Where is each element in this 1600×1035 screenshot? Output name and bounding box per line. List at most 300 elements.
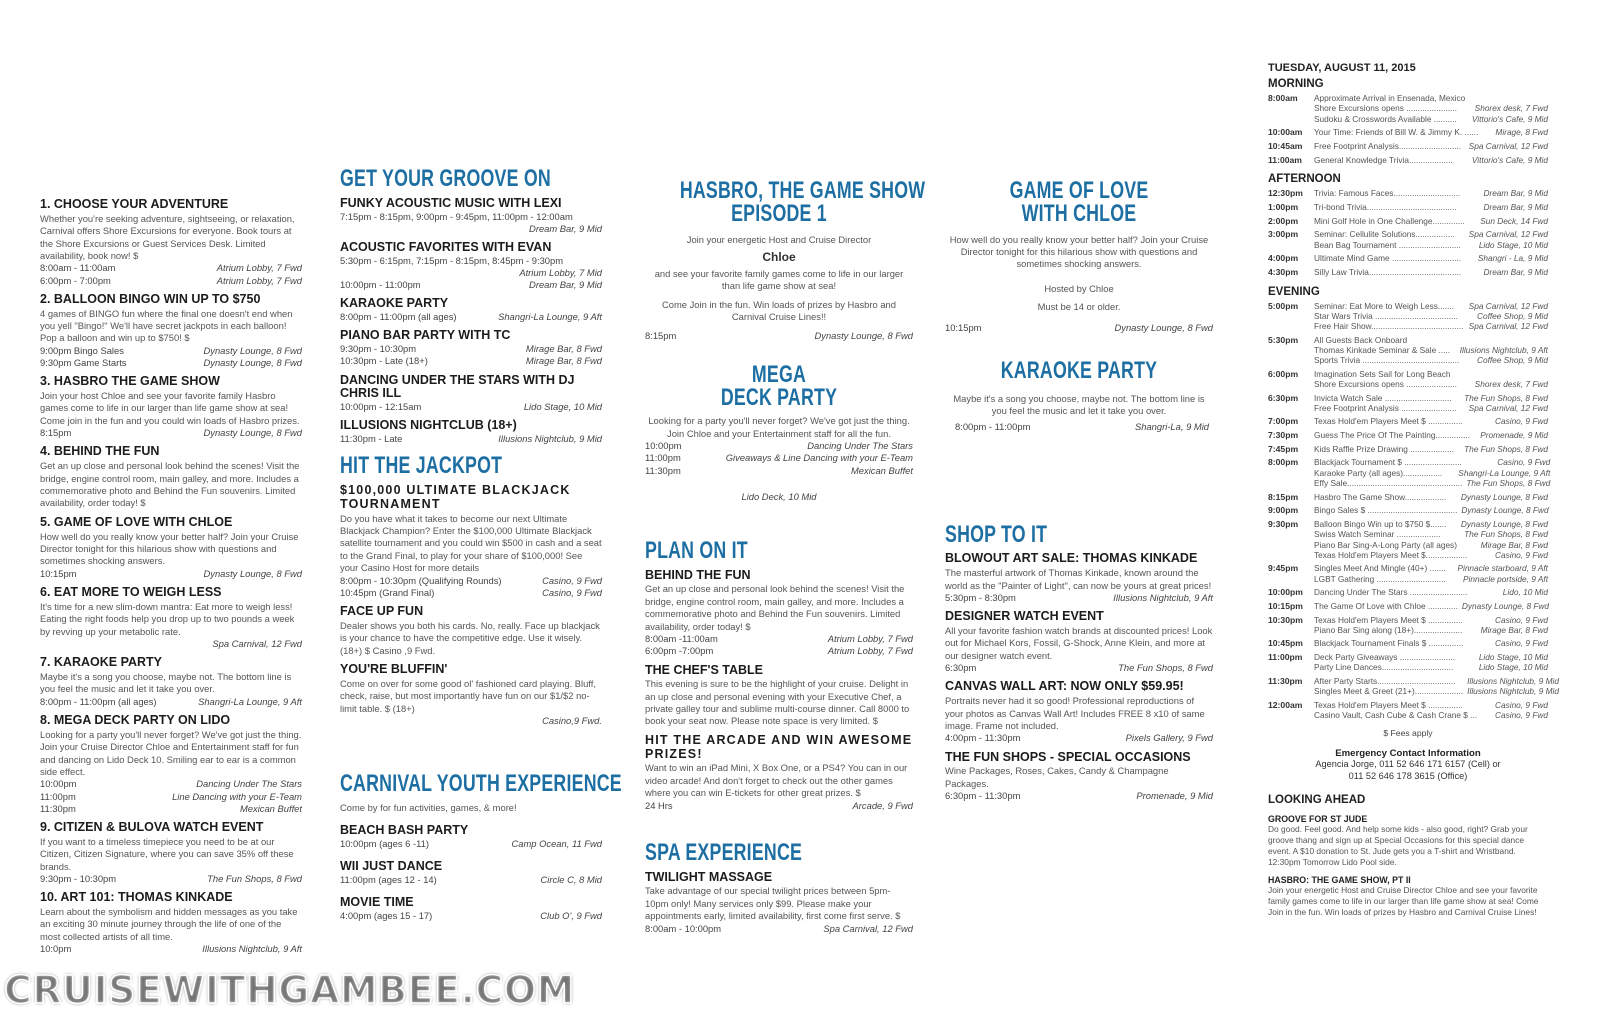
activity-name: After Party Starts.................................. bbox=[1314, 675, 1456, 686]
event-description: Wine Packages, Roses, Cakes, Candy & Champagne Packages. bbox=[945, 765, 1169, 789]
event-location: Spa Carnival, 12 Fwd bbox=[212, 637, 302, 649]
schedule-activity bbox=[1314, 700, 1548, 710]
column-love-karaoke-shop bbox=[945, 177, 1213, 802]
activity-name: Seminar: Eat More to Weigh Less....... bbox=[1314, 300, 1455, 311]
event-time: 11:00pm bbox=[40, 790, 76, 802]
event-item bbox=[340, 860, 602, 886]
event-location: Dream Bar, 9 Mid bbox=[529, 222, 602, 234]
event-title: BLOWOUT ART SALE: THOMAS KINKADE bbox=[945, 551, 1198, 566]
event-time: 8:00pm - 11:00pm (all ages) bbox=[40, 695, 157, 707]
activity-name: Texas Hold'em Players Meet $.................. bbox=[1314, 550, 1468, 561]
event-item bbox=[645, 664, 913, 728]
activity-location bbox=[1544, 369, 1548, 379]
schedule-activities bbox=[1314, 638, 1548, 649]
activity-name: Your Time: Friends of Bill W. & Jimmy K. ...... bbox=[1314, 127, 1479, 138]
schedule-activities bbox=[1314, 587, 1548, 598]
activity-name: Balloon Bingo Win up to $750 $....... bbox=[1314, 519, 1447, 530]
event-time: 8:00am - 10:00pm bbox=[645, 922, 722, 934]
activity-name: Trivia: Famous Faces............................. bbox=[1314, 188, 1461, 199]
event-time: 10:00pm bbox=[40, 778, 77, 790]
time-location-row bbox=[340, 587, 602, 599]
time-location-row bbox=[40, 262, 302, 274]
schedule-entry bbox=[1268, 393, 1548, 414]
schedule-activity bbox=[1314, 103, 1548, 113]
event-location: Dynasty Lounge, 8 Fwd bbox=[203, 357, 302, 368]
event-title: BEHIND THE FUN bbox=[645, 567, 751, 582]
event-time: 11:30pm bbox=[40, 802, 76, 814]
schedule-activities bbox=[1314, 369, 1548, 390]
activity-location bbox=[1544, 93, 1548, 103]
event-item bbox=[40, 821, 302, 885]
hasbro-description-2: Come Join in the fun. Win loads of prizes by Hasbro and Carnival Cruise Lines!! bbox=[662, 298, 896, 323]
activity-name: Star Wars Trivia .................................... bbox=[1314, 311, 1458, 322]
schedule-entry bbox=[1268, 505, 1548, 516]
schedule-activity bbox=[1314, 345, 1548, 355]
schedule-activity bbox=[1314, 188, 1548, 198]
activity-location: Coffee Shop, 9 Mid bbox=[1476, 311, 1548, 322]
event-location: Lido Stage, 10 Mid bbox=[523, 401, 602, 413]
schedule-activities bbox=[1314, 416, 1548, 427]
schedule-activity bbox=[1314, 240, 1548, 250]
activity-name: Piano Bar Sing along (18+)..................... bbox=[1314, 625, 1463, 635]
mega-description: Looking for a party you'll never forget? We've got just the thing. Join Chloe and your Entertainment staff for all the fun. bbox=[648, 415, 910, 439]
time-location-row bbox=[645, 452, 913, 464]
activity-location: Sun Deck, 14 Fwd bbox=[1480, 215, 1548, 226]
event-time: 5:30pm - 8:30pm bbox=[945, 592, 1016, 604]
schedule-activity bbox=[1314, 321, 1548, 331]
activity-name: Seminar: Cellulite Solutions................. bbox=[1314, 229, 1455, 240]
event-location: Dancing Under The Stars bbox=[196, 778, 302, 790]
schedule-time: 11:00pm bbox=[1268, 652, 1303, 663]
activity-location: Shorex desk, 7 Fwd bbox=[1474, 103, 1548, 114]
schedule-entry bbox=[1268, 267, 1548, 278]
schedule-time: 3:00pm bbox=[1268, 229, 1299, 240]
event-time: 24 Hrs bbox=[645, 799, 673, 811]
activity-name: Silly Law Trivia........................................ bbox=[1314, 266, 1462, 277]
schedule-activity bbox=[1314, 540, 1548, 550]
event-item bbox=[340, 896, 602, 922]
event-location: Shangri-La Lounge, 9 Aft bbox=[498, 311, 602, 323]
event-description: Whether you're seeking adventure, sightseeing, or relaxation, Carnival offers Shore Excursions for everyone. Book tours at the Shore Excursions or Guest Services Desk. Limited availability, book now! $ bbox=[40, 212, 295, 261]
activity-name: Hasbro The Game Show.................. bbox=[1314, 491, 1447, 502]
activity-name: Singles Meet & Greet (21+)..................... bbox=[1314, 686, 1464, 697]
event-location: Mirage Bar, 8 Fwd bbox=[525, 343, 602, 355]
event-item bbox=[340, 605, 602, 657]
activity-location: Casino, 9 Fwd bbox=[1494, 614, 1548, 625]
event-title: THE FUN SHOPS - SPECIAL OCCASIONS bbox=[945, 749, 1191, 764]
schedule-time: 4:00pm bbox=[1268, 253, 1299, 264]
schedule-activities bbox=[1314, 700, 1548, 721]
event-location: Atrium Lobby, 7 Mid bbox=[519, 266, 602, 278]
schedule-activity bbox=[1314, 355, 1548, 365]
activity-location: Lido, 10 Mid bbox=[1502, 587, 1548, 598]
schedule-entry bbox=[1268, 587, 1548, 598]
event-time: 11:30pm bbox=[645, 464, 681, 476]
activity-location: Dream Bar, 9 Mid bbox=[1483, 188, 1548, 199]
schedule-time: 12:30pm bbox=[1268, 188, 1303, 199]
event-description: Take advantage of our special twilight prices between 5pm-10pm only! Many services only $99. Please make your appointments early, limited availability, first come first serve. $ bbox=[645, 885, 901, 922]
schedule-activity bbox=[1314, 492, 1548, 502]
ahead-description: Join your energetic Host and Cruise Director Chloe and see your favorite family games come to life in our larger than life game show at sea! Come Join in the fun. Win loads of prizes by Hasbro and Carnival Cruise Lines! bbox=[1268, 885, 1539, 917]
event-time: 10:00pm (ages 6 -11) bbox=[340, 838, 429, 850]
activity-name: Sudoku & Crosswords Available .......... bbox=[1314, 113, 1457, 124]
schedule-activities bbox=[1314, 492, 1548, 503]
time-location-row bbox=[645, 440, 913, 452]
activity-name: Approximate Arrival in Ensenada, Mexico bbox=[1314, 93, 1466, 103]
ahead-title: HASBRO: THE GAME SHOW, PT II bbox=[1268, 875, 1411, 886]
activity-name: All Guests Back Onboard bbox=[1314, 334, 1408, 345]
event-title: 9. CITIZEN & BULOVA WATCH EVENT bbox=[40, 819, 264, 834]
heading-episode-1: EPISODE 1 bbox=[731, 199, 827, 227]
activity-name: Tri-bond Trivia....................................... bbox=[1314, 202, 1457, 213]
event-time: 10:15pm bbox=[945, 321, 982, 333]
event-location: Illusions Nightclub, 9 Aft bbox=[202, 943, 302, 955]
schedule-time: 10:45pm bbox=[1268, 638, 1303, 649]
time-location-row bbox=[645, 330, 913, 342]
time-location-row bbox=[40, 873, 302, 885]
schedule-activities bbox=[1314, 519, 1548, 560]
heading-get-your-groove-on: GET YOUR GROOVE ON bbox=[340, 165, 551, 192]
ahead-description: Do good. Feel good. And help some kids - also good, right? Grab your groove thang and sign up at Special Occasions for this special dance event. A $10 donation to St. Jude gets you a T-shirt and Wristband. 12:30pm Tomorrow Lido Pool side. bbox=[1268, 824, 1528, 867]
activity-location: Mirage Bar, 8 Fwd bbox=[1480, 625, 1548, 635]
schedule-entry bbox=[1268, 127, 1548, 138]
schedule-entry bbox=[1268, 93, 1548, 124]
schedule-activities bbox=[1314, 253, 1548, 264]
activity-location: Dream Bar, 9 Mid bbox=[1483, 266, 1548, 277]
schedule-time: 9:00pm bbox=[1268, 505, 1299, 516]
event-location: Dynasty Lounge, 8 Fwd bbox=[203, 427, 302, 439]
schedule-activities bbox=[1314, 141, 1548, 152]
schedule-activities bbox=[1314, 127, 1548, 138]
event-location: Atrium Lobby, 7 Fwd bbox=[827, 645, 913, 657]
event-location: Arcade, 9 Fwd bbox=[852, 799, 913, 811]
event-location: Mexican Buffet bbox=[850, 464, 913, 476]
event-item bbox=[40, 891, 302, 955]
activity-location: Dynasty Lounge, 8 Fwd bbox=[1461, 600, 1550, 611]
schedule-activities bbox=[1314, 601, 1549, 612]
time-location-row bbox=[645, 633, 913, 645]
activity-name: Kids Raffle Prize Drawing ................... bbox=[1314, 443, 1455, 454]
event-time: 4:00pm - 11:30pm bbox=[945, 732, 1021, 744]
activity-name: Free Hair Show........................................ bbox=[1314, 321, 1464, 332]
event-time: 8:15pm bbox=[645, 329, 677, 341]
event-location: Atrium Lobby, 7 Fwd bbox=[827, 633, 913, 645]
event-location: Atrium Lobby, 7 Fwd bbox=[216, 274, 302, 286]
schedule-activity bbox=[1314, 686, 1559, 696]
event-location: Camp Ocean, 11 Fwd bbox=[511, 838, 602, 850]
schedule-entry bbox=[1268, 229, 1548, 250]
event-location: Dynasty Lounge, 8 Fwd bbox=[203, 567, 302, 579]
activity-name: Guess The Price Of The Painting............... bbox=[1314, 430, 1471, 440]
time-location-row bbox=[340, 343, 602, 355]
schedule-activity bbox=[1314, 430, 1548, 440]
event-title: HIT THE ARCADE AND WIN AWESOME PRIZES! bbox=[645, 732, 913, 761]
activity-name: Casino Vault, Cash Cube & Cash Crane $ ... bbox=[1314, 709, 1478, 720]
event-item bbox=[40, 293, 302, 369]
activity-name: Texas Hold'em Players Meet $ ............... bbox=[1314, 614, 1463, 625]
schedule-entry bbox=[1268, 492, 1548, 503]
event-title: 2. BALLOON BINGO WIN UP TO $750 bbox=[40, 291, 261, 306]
schedule-time: 9:45pm bbox=[1268, 563, 1299, 574]
schedule-activities bbox=[1314, 676, 1559, 697]
heading-mega: MEGA bbox=[751, 360, 807, 388]
fees-note: $ Fees apply bbox=[1383, 728, 1433, 739]
event-item bbox=[945, 680, 1213, 744]
event-title: 10. ART 101: THOMAS KINKADE bbox=[40, 890, 233, 905]
event-times: 7:15pm - 8:15pm, 9:00pm - 9:45pm, 11:00pm - 12:00am bbox=[340, 210, 573, 222]
column-daily-schedule bbox=[1268, 62, 1559, 918]
heading-carnival-youth-experience: CARNIVAL YOUTH EXPERIENCE bbox=[340, 770, 622, 798]
activity-location: Coffee Shop, 9 Mid bbox=[1476, 355, 1548, 366]
schedule-entry bbox=[1268, 601, 1548, 612]
schedule-entry bbox=[1268, 652, 1548, 673]
activity-name: Blackjack Tournament Finals $ ............... bbox=[1314, 638, 1464, 649]
activity-name: Party Line Dances............................... bbox=[1314, 662, 1454, 673]
schedule-activities bbox=[1314, 457, 1550, 488]
schedule-activity bbox=[1314, 505, 1549, 515]
activity-name: Singles Meet And Mingle (40+) ....... bbox=[1314, 563, 1446, 574]
emergency-line: Agencia Jorge, 011 52 646 171 6157 (Cell) or bbox=[1315, 759, 1501, 770]
event-location: Illusions Nightclub, 9 Aft bbox=[1113, 592, 1213, 604]
schedule-entry bbox=[1268, 188, 1548, 199]
schedule-activities bbox=[1314, 335, 1548, 366]
schedule-entry bbox=[1268, 416, 1548, 427]
schedule-time: 5:00pm bbox=[1268, 300, 1299, 311]
event-time: 6:30pm - 11:30pm bbox=[945, 790, 1021, 802]
event-item bbox=[340, 419, 602, 445]
schedule-activity bbox=[1314, 267, 1548, 277]
schedule-activity bbox=[1314, 444, 1548, 454]
activity-name: Shore Excursions opens ...................... bbox=[1314, 103, 1457, 114]
activity-name: Shore Excursions opens ...................... bbox=[1314, 379, 1457, 390]
schedule-activities bbox=[1314, 188, 1548, 199]
event-time: 10:45pm (Grand Final) bbox=[340, 586, 435, 598]
activity-location: Spa Carnival, 12 Fwd bbox=[1468, 140, 1548, 151]
event-item bbox=[645, 734, 913, 812]
heading-karaoke-party: KARAOKE PARTY bbox=[1000, 356, 1158, 384]
event-description: 4 games of BINGO fun where the final one doesn't end when you yell "Bingo!" We'll have secret jackpots in each balloon! Pop a balloon and win up to $750! $ bbox=[40, 307, 293, 344]
time-location-row bbox=[945, 421, 1213, 433]
event-title: ACOUSTIC FAVORITES WITH EVAN bbox=[340, 239, 552, 254]
schedule-entry bbox=[1268, 675, 1559, 697]
heading-shop-to-it: SHOP TO IT bbox=[945, 520, 1048, 548]
heading-plan-on-it: PLAN ON IT bbox=[645, 536, 748, 564]
event-title: THE CHEF'S TABLE bbox=[645, 662, 764, 677]
activity-name: General Knowledge Trivia................... bbox=[1314, 154, 1453, 165]
event-item bbox=[340, 663, 602, 727]
event-title: FUNKY ACOUSTIC MUSIC WITH LEXI bbox=[340, 195, 562, 210]
event-title: FACE UP FUN bbox=[340, 604, 424, 618]
time-location-row bbox=[40, 275, 302, 287]
heading-game-of-love: GAME OF LOVE bbox=[1009, 177, 1149, 204]
event-time: 8:00pm - 11:00pm bbox=[955, 421, 1031, 433]
schedule-section-title: EVENING bbox=[1268, 285, 1320, 298]
schedule-time: 1:00pm bbox=[1268, 202, 1299, 213]
activity-location: Shangri - La, 9 Mid bbox=[1477, 253, 1548, 264]
event-time: 10:30pm - Late (18+) bbox=[340, 355, 428, 367]
event-title: PIANO BAR PARTY WITH TC bbox=[340, 328, 511, 343]
event-time: 11:00pm bbox=[645, 452, 681, 464]
activity-name: Sports Trivia .......................................... bbox=[1314, 355, 1460, 366]
event-item bbox=[645, 871, 913, 935]
schedule-activities bbox=[1314, 216, 1548, 227]
time-location-row bbox=[40, 778, 302, 790]
event-description: If you want to a timeless timepiece you need to be at our Citizen, Citizen Signature, where you can save 35% off these brands. bbox=[40, 835, 294, 872]
event-title: KARAOKE PARTY bbox=[340, 296, 449, 311]
activity-name: Karaoke Party (all ages)................. bbox=[1314, 467, 1443, 478]
schedule-time: 8:00am bbox=[1268, 93, 1298, 103]
activity-location: The Fun Shops, 8 Fwd bbox=[1464, 443, 1548, 454]
event-location: Casino, 9 Fwd bbox=[542, 586, 602, 598]
event-item bbox=[645, 569, 913, 658]
event-time: 6:00pm - 7:00pm bbox=[40, 274, 111, 286]
schedule-time: 6:30pm bbox=[1268, 392, 1299, 403]
event-location: Dream Bar, 9 Mid bbox=[529, 279, 602, 291]
event-description: Come on over for some good ol' fashioned card playing. Bluff, check, raise, but most importantly have fun on our $1/$2 no-limit table. $ (18+) bbox=[340, 677, 596, 714]
activity-location: Dynasty Lounge, 8 Fwd bbox=[1460, 519, 1548, 530]
schedule-time: 10:45am bbox=[1268, 140, 1303, 151]
schedule-entry bbox=[1268, 155, 1548, 166]
schedule-activity bbox=[1314, 253, 1548, 263]
schedule-activity bbox=[1314, 141, 1548, 151]
event-item bbox=[945, 552, 1213, 604]
event-location: Dancing Under The Stars bbox=[807, 440, 913, 452]
schedule-activities bbox=[1314, 229, 1548, 250]
event-item bbox=[340, 297, 602, 323]
event-item bbox=[40, 198, 302, 287]
event-time: 11:00pm (ages 12 - 14) bbox=[340, 874, 437, 886]
time-location-row bbox=[340, 401, 602, 413]
schedule-activity bbox=[1314, 155, 1548, 165]
activity-location: Promenade, 9 Mid bbox=[1480, 430, 1548, 440]
event-title: 4. BEHIND THE FUN bbox=[40, 444, 160, 459]
event-location: The Fun Shops, 8 Fwd bbox=[1118, 662, 1213, 674]
schedule-activity bbox=[1314, 710, 1548, 720]
schedule-activity bbox=[1314, 335, 1548, 345]
activity-name: Bean Bag Tournament ........................... bbox=[1314, 239, 1461, 250]
schedule-activity bbox=[1314, 127, 1548, 137]
event-item bbox=[945, 751, 1213, 803]
time-location-row bbox=[340, 874, 602, 886]
activity-name: Deck Party Giveaways ........................ bbox=[1314, 652, 1456, 663]
schedule-activity bbox=[1314, 652, 1548, 662]
schedule-entry bbox=[1268, 216, 1548, 227]
event-location: Illusions Nightclub, 9 Mid bbox=[498, 433, 602, 445]
time-location-row bbox=[40, 357, 302, 369]
schedule-entry bbox=[1268, 335, 1548, 366]
schedule-activity bbox=[1314, 625, 1548, 635]
schedule-activities bbox=[1314, 444, 1548, 455]
schedule-entry bbox=[1268, 444, 1548, 455]
event-description: Do you have what it takes to become our next Ultimate Blackjack Champion? Enter the $100,000 Ultimate Blackjack satellite tournament and you could win $500 in cash and a seat to the Grand Final, to play for your share of $100,000! See your Casino Host for more details bbox=[340, 512, 602, 574]
activity-location: Spa Carnival, 12 Fwd bbox=[1468, 300, 1548, 311]
schedule-date: TUESDAY, AUGUST 11, 2015 bbox=[1268, 62, 1416, 74]
activity-name: Free Footprint Analysis ........................ bbox=[1314, 402, 1457, 413]
event-description: How well do you really know your better half? Join your Cruise Director tonight for this hilarious show with questions and sometimes shocking answers. bbox=[40, 530, 299, 567]
schedule-section-title: AFTERNOON bbox=[1268, 173, 1341, 186]
time-location-row bbox=[340, 575, 602, 587]
schedule-entry bbox=[1268, 457, 1551, 489]
event-time: 9:30pm - 10:30pm bbox=[340, 343, 417, 355]
activity-name: The Game Of Love with Chloe ............. bbox=[1314, 600, 1458, 611]
emergency-title: Emergency Contact Information bbox=[1335, 748, 1481, 760]
event-item bbox=[40, 445, 302, 509]
activity-location: Casino, 9 Fwd bbox=[1494, 709, 1548, 720]
event-description: Dealer shows you both his cards. No, really. Face up blackjack is your chance to have the competitive edge. Use it wisely. (18+) $ Casino ,9 Fwd. bbox=[340, 619, 600, 656]
activity-location bbox=[1544, 335, 1548, 345]
schedule-activity bbox=[1314, 216, 1548, 226]
activity-location: Illusions Nightclub, 9 Mid bbox=[1467, 675, 1559, 686]
event-time: 8:15pm bbox=[40, 427, 72, 439]
schedule-activity bbox=[1314, 676, 1559, 686]
event-location: Casino,9 Fwd. bbox=[542, 714, 602, 726]
event-item bbox=[40, 656, 302, 708]
event-time: 10:00pm - 12:15am bbox=[340, 401, 422, 413]
event-description: Get an up close and personal look behind the scenes! Visit the bridge, engine control room, main galley, and more. Includes a commemorative photo and Behind the Fun souvenirs. Limited availability, order today! $ bbox=[645, 583, 905, 632]
love-age-limit: Must be 14 or older. bbox=[1037, 301, 1121, 313]
event-title: YOU'RE BLUFFIN' bbox=[340, 661, 448, 676]
activity-location: Casino, 9 Fwd bbox=[1494, 638, 1548, 649]
time-location-row bbox=[40, 803, 302, 815]
schedule-entry bbox=[1268, 638, 1548, 649]
event-location: Casino, 9 Fwd bbox=[542, 574, 602, 586]
event-item bbox=[340, 484, 602, 599]
schedule-entry bbox=[1268, 301, 1548, 332]
time-location-row bbox=[945, 662, 1213, 674]
time-location-row bbox=[645, 645, 913, 657]
column-numbered-highlights bbox=[40, 192, 302, 955]
event-location: Line Dancing with your E-Team bbox=[172, 790, 302, 802]
schedule-entry bbox=[1268, 141, 1548, 152]
event-time: 9:30pm Game Starts bbox=[40, 357, 127, 368]
event-title: CANVAS WALL ART: NOW ONLY $59.95! bbox=[945, 679, 1184, 694]
event-location: Dynasty Lounge, 8 Fwd bbox=[814, 329, 913, 341]
love-hosted-by: Hosted by Chloe bbox=[1044, 282, 1114, 294]
heading-hit-the-jackpot: HIT THE JACKPOT bbox=[340, 452, 503, 480]
activity-location: Casino, 9 Fwd bbox=[1494, 699, 1548, 710]
schedule-activity bbox=[1314, 393, 1548, 403]
event-location: The Fun Shops, 8 Fwd bbox=[207, 872, 302, 884]
schedule-activity bbox=[1314, 301, 1548, 311]
event-time: 9:30pm - 10:30pm bbox=[40, 872, 117, 884]
time-location-row bbox=[340, 838, 602, 850]
schedule-activity bbox=[1314, 478, 1550, 488]
time-location-row bbox=[40, 791, 302, 803]
event-location: Pixels Gallery, 9 Fwd bbox=[1125, 732, 1213, 744]
activity-location: Illusions Nightclub, 9 Aft bbox=[1459, 345, 1548, 356]
schedule-entry bbox=[1268, 615, 1548, 636]
schedule-activity bbox=[1314, 468, 1550, 478]
time-location-row bbox=[340, 311, 602, 323]
schedule-time: 9:30pm bbox=[1268, 519, 1299, 530]
schedule-activity bbox=[1314, 229, 1548, 239]
activity-name: Piano Bar Sing-A-Long Party (all ages) bbox=[1314, 539, 1457, 550]
activity-location: Casino, 9 Fwd bbox=[1494, 416, 1548, 427]
time-location-row bbox=[40, 943, 302, 955]
schedule-activity bbox=[1314, 574, 1548, 584]
event-location: Shangri-La Lounge, 9 Aft bbox=[198, 695, 302, 707]
event-location: Circle C, 8 Mid bbox=[540, 874, 602, 886]
event-time: 6:00pm -7:00pm bbox=[645, 645, 714, 657]
activity-location: The Fun Shops, 8 Fwd bbox=[1464, 529, 1548, 540]
schedule-activities bbox=[1314, 155, 1548, 166]
heading-deck-party: DECK PARTY bbox=[720, 383, 838, 411]
activity-location: The Fun Shops, 8 Fwd bbox=[1464, 392, 1548, 403]
activity-location: Shangri-La Lounge, 9 Aft bbox=[1458, 467, 1551, 478]
event-title: 5. GAME OF LOVE WITH CHLOE bbox=[40, 514, 233, 529]
schedule-time: 2:00pm bbox=[1268, 215, 1299, 226]
schedule-activity bbox=[1314, 519, 1548, 529]
